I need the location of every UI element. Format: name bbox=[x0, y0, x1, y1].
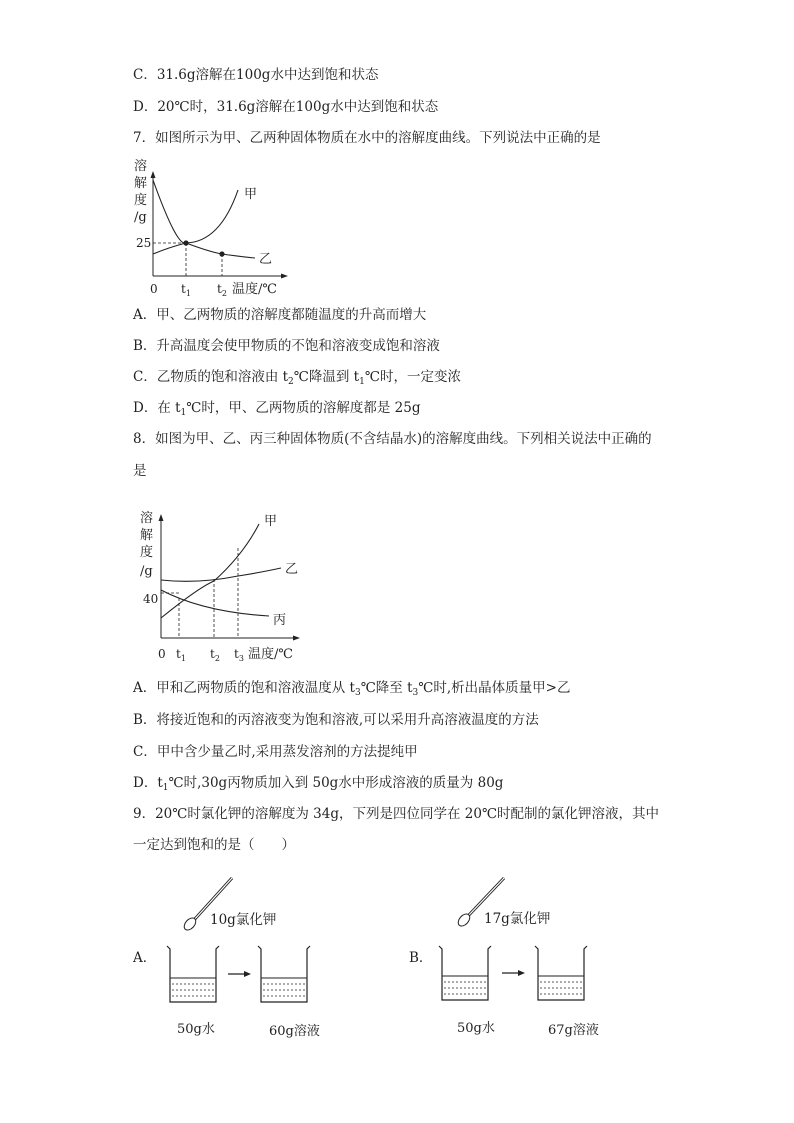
q8-xtick-t2: $t_2$ bbox=[210, 647, 220, 663]
q7-option-c: C．乙物质的饱和溶液由 $t_2℃$降温到 $t_1℃$时，一定变浓 bbox=[133, 369, 461, 387]
q9-option-a-figure bbox=[130, 870, 350, 1040]
q8-origin: 0 bbox=[158, 647, 166, 661]
q9-option-a-solute: 10g氯化钾 bbox=[210, 912, 277, 928]
q7-xtick-t1: $t_1$ bbox=[181, 282, 191, 298]
q8-ylabel-2: 解 bbox=[140, 528, 154, 543]
q8-ylabel-3: 度 bbox=[140, 545, 154, 560]
q9-option-a-letter: A． bbox=[133, 950, 157, 966]
q8-xtick-t1: $t_1$ bbox=[176, 647, 186, 663]
q6-option-d: D．20℃时，31.6g溶解在100g水中达到饱和状态 bbox=[133, 99, 439, 115]
q9-option-a-solution: 60g溶液 bbox=[269, 1024, 320, 1039]
q7-xlabel: 温度/℃ bbox=[232, 282, 277, 297]
q9-stem-line2: 一定达到饱和的是（ ） bbox=[133, 837, 295, 853]
q7-option-a: A．甲、乙两物质的溶解度都随温度的升高而增大 bbox=[133, 307, 427, 323]
q7-ylabel-3: 度 bbox=[134, 193, 148, 208]
q8-series-yi: 乙 bbox=[285, 562, 299, 577]
q9-option-a-water: 50g水 bbox=[177, 1022, 215, 1037]
q8-curve-jia bbox=[161, 524, 259, 618]
q7-ylabel-1: 溶 bbox=[134, 159, 148, 174]
q7-ylabel-4: /g bbox=[134, 210, 147, 225]
q7-stem: 7．如图所示为甲、乙两种固体物质在水中的溶解度曲线。下列说法中正确的是 bbox=[133, 130, 601, 146]
q7-point-t2 bbox=[219, 251, 224, 256]
q8-option-a: A．甲和乙两物质的饱和溶液温度从 $t_3℃$降至 $t_3℃$时,析出晶体质量甲>乙 bbox=[133, 680, 571, 698]
beaker-icon bbox=[439, 946, 491, 1000]
q9-option-b-water: 50g水 bbox=[457, 1021, 495, 1036]
q7-xtick-t2: $t_2$ bbox=[217, 282, 227, 298]
q8-xlabel: 温度/℃ bbox=[248, 647, 293, 662]
arrow-right-icon bbox=[228, 971, 251, 977]
beaker-icon bbox=[167, 946, 219, 1002]
q9-stem-line1: 9．20℃时氯化钾的溶解度为 34g，下列是四位同学在 20℃时配制的氯化钾溶液，其中 bbox=[133, 806, 660, 822]
q9-option-b-figure bbox=[406, 870, 626, 1040]
q7-curve-yi bbox=[153, 243, 255, 258]
q7-origin: 0 bbox=[150, 282, 158, 296]
q7-series-yi: 乙 bbox=[259, 252, 273, 267]
arrow-right-icon bbox=[502, 970, 525, 976]
q8-ylabel-1: 溶 bbox=[140, 511, 154, 526]
q8-curve-bing bbox=[161, 590, 269, 616]
q8-series-bing: 丙 bbox=[273, 613, 287, 628]
q7-option-b: B．升高温度会使甲物质的不饱和溶液变成饱和溶液 bbox=[133, 338, 440, 354]
q9-option-b-solute: 17g氯化钾 bbox=[484, 911, 551, 927]
q9-option-b-solution: 67g溶液 bbox=[548, 1023, 599, 1038]
q8-xtick-t3: $t_3$ bbox=[234, 647, 244, 663]
q9-option-b-letter: B． bbox=[409, 950, 433, 966]
q8-option-c: C．甲中含少量乙时,采用蒸发溶剂的方法提纯甲 bbox=[133, 744, 418, 760]
q7-ytick-25: 25 bbox=[136, 236, 152, 250]
q8-solubility-chart bbox=[133, 500, 318, 668]
q7-ylabel-2: 解 bbox=[134, 176, 148, 191]
q7-curve-jia bbox=[153, 180, 238, 243]
q6-option-c: C．31.6g溶解在100g水中达到饱和状态 bbox=[133, 67, 379, 83]
q8-ylabel-4: /g bbox=[140, 564, 153, 579]
q8-series-jia: 甲 bbox=[264, 514, 278, 529]
beaker-icon bbox=[535, 946, 587, 1000]
q7-series-jia: 甲 bbox=[244, 187, 258, 202]
q8-option-b: B．将接近饱和的丙溶液变为饱和溶液,可以采用升高溶液温度的方法 bbox=[133, 712, 539, 728]
q8-stem-line1: 8．如图为甲、乙、丙三种固体物质(不含结晶水)的溶解度曲线。下列相关说法中正确的 bbox=[133, 431, 652, 447]
q7-solubility-chart bbox=[125, 152, 305, 302]
q8-stem-line2: 是 bbox=[133, 463, 147, 479]
q7-option-d: D．在 $t_1℃$时，甲、乙两物质的溶解度都是 25g bbox=[133, 400, 421, 418]
q8-option-d: D．$t_1℃$时,30g丙物质加入到 50g水中形成溶液的质量为 80g bbox=[133, 775, 504, 793]
q7-intersection-point bbox=[183, 240, 188, 245]
beaker-icon bbox=[258, 946, 310, 1002]
q8-ytick-40: 40 bbox=[143, 592, 159, 606]
